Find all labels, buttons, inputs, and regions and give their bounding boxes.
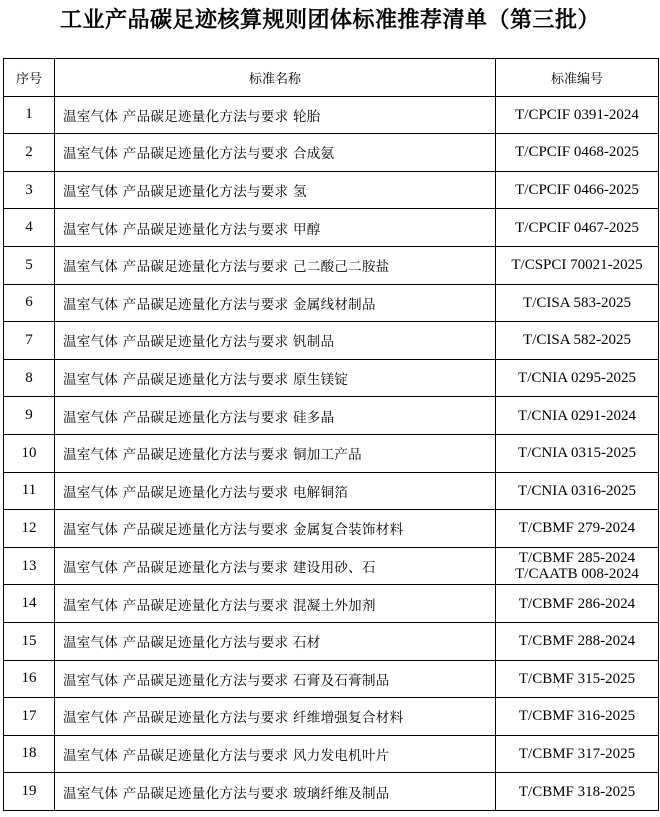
table-row [4, 773, 659, 811]
standard-code: T/CPCIF 0466-2025 [515, 182, 639, 199]
standard-code: T/CBMF 315-2025 [518, 670, 636, 687]
row-index: 14 [4, 585, 55, 623]
standard-code: T/CBMF 318-2025 [518, 783, 636, 800]
table-row [4, 171, 659, 209]
standard-code-cell [496, 96, 659, 134]
standard-code: T/CBMF 317-2025 [518, 745, 636, 762]
table-row [4, 322, 659, 360]
standard-name: 温室气体 产品碳足迹量化方法与要求 钒制品 [55, 322, 496, 360]
standard-code-cell [496, 134, 659, 172]
standard-code: T/CAATB 008-2024 [515, 566, 639, 583]
table-row [4, 585, 659, 623]
standard-code: T/CNIA 0315-2025 [518, 445, 636, 462]
table-row [4, 284, 659, 322]
standard-name: 温室气体 产品碳足迹量化方法与要求 玻璃纤维及制品 [55, 773, 496, 811]
standard-name: 温室气体 产品碳足迹量化方法与要求 电解铜箔 [55, 472, 496, 510]
row-index: 1 [4, 96, 55, 134]
header-code: 标准编号 [496, 59, 659, 97]
standard-code-cell [496, 397, 659, 435]
table-row [4, 134, 659, 172]
row-index: 18 [4, 735, 55, 773]
standard-code: T/CBMF 279-2024 [518, 520, 636, 537]
row-index: 15 [4, 622, 55, 660]
standard-name: 温室气体 产品碳足迹量化方法与要求 合成氨 [55, 134, 496, 172]
standard-name: 温室气体 产品碳足迹量化方法与要求 金属复合装饰材料 [55, 510, 496, 548]
table-row [4, 359, 659, 397]
row-index: 10 [4, 434, 55, 472]
row-index: 5 [4, 246, 55, 284]
standard-name: 温室气体 产品碳足迹量化方法与要求 金属线材制品 [55, 284, 496, 322]
table-row [4, 510, 659, 548]
standard-code-cell [496, 547, 659, 585]
standard-name: 温室气体 产品碳足迹量化方法与要求 硅多晶 [55, 397, 496, 435]
table-row [4, 397, 659, 435]
standard-name: 温室气体 产品碳足迹量化方法与要求 混凝土外加剂 [55, 585, 496, 623]
standard-code: T/CBMF 286-2024 [518, 595, 636, 612]
table-row [4, 660, 659, 698]
standard-name: 温室气体 产品碳足迹量化方法与要求 原生镁锭 [55, 359, 496, 397]
table-row [4, 472, 659, 510]
standard-code: T/CISA 582-2025 [523, 332, 631, 349]
row-index: 4 [4, 209, 55, 247]
standard-code: T/CPCIF 0391-2024 [515, 106, 639, 123]
standard-code-cell [496, 735, 659, 773]
header-name: 标准名称 [55, 59, 496, 97]
standard-name: 温室气体 产品碳足迹量化方法与要求 氢 [55, 171, 496, 209]
standard-code: T/CNIA 0316-2025 [518, 482, 636, 499]
table-row [4, 434, 659, 472]
row-index: 16 [4, 660, 55, 698]
row-index: 11 [4, 472, 55, 510]
row-index: 19 [4, 773, 55, 811]
standard-code-cell [496, 698, 659, 736]
standard-code-cell [496, 660, 659, 698]
standard-code: T/CNIA 0291-2024 [518, 407, 636, 424]
row-index: 12 [4, 510, 55, 548]
table-row [4, 547, 659, 585]
standard-code-cell [496, 472, 659, 510]
standard-code-cell [496, 434, 659, 472]
table-row [4, 246, 659, 284]
standard-code: T/CPCIF 0467-2025 [515, 219, 639, 236]
standard-code: T/CSPCI 70021-2025 [511, 257, 643, 274]
standard-code: T/CISA 583-2025 [523, 294, 631, 311]
standard-name: 温室气体 产品碳足迹量化方法与要求 轮胎 [55, 96, 496, 134]
table-row [4, 698, 659, 736]
standard-name: 温室气体 产品碳足迹量化方法与要求 石膏及石膏制品 [55, 660, 496, 698]
standard-code-cell [496, 773, 659, 811]
standard-code-cell [496, 171, 659, 209]
standard-name: 温室气体 产品碳足迹量化方法与要求 石材 [55, 622, 496, 660]
standard-name: 温室气体 产品碳足迹量化方法与要求 己二酸己二胺盐 [55, 246, 496, 284]
row-index: 8 [4, 359, 55, 397]
standard-code: T/CBMF 316-2025 [518, 708, 636, 725]
table-header-row [4, 59, 659, 97]
standard-name: 温室气体 产品碳足迹量化方法与要求 建设用砂、石 [55, 547, 496, 585]
row-index: 9 [4, 397, 55, 435]
standard-code-cell [496, 510, 659, 548]
standard-code-cell [496, 585, 659, 623]
table-row [4, 735, 659, 773]
standard-name: 温室气体 产品碳足迹量化方法与要求 纤维增强复合材料 [55, 698, 496, 736]
standard-code-cell [496, 622, 659, 660]
standards-table [3, 58, 659, 811]
table-row [4, 209, 659, 247]
standard-code-cell [496, 284, 659, 322]
standard-code-cell [496, 246, 659, 284]
standard-name: 温室气体 产品碳足迹量化方法与要求 甲醇 [55, 209, 496, 247]
row-index: 13 [4, 547, 55, 585]
row-index: 17 [4, 698, 55, 736]
standard-name: 温室气体 产品碳足迹量化方法与要求 铜加工产品 [55, 434, 496, 472]
standard-code-cell [496, 209, 659, 247]
header-index: 序号 [4, 59, 55, 97]
standard-code: T/CPCIF 0468-2025 [515, 144, 639, 161]
document-title: 工业产品碳足迹核算规则团体标准推荐清单（第三批） [59, 8, 600, 33]
standard-code-cell [496, 359, 659, 397]
table-row [4, 622, 659, 660]
row-index: 2 [4, 134, 55, 172]
standard-code: T/CBMF 288-2024 [518, 633, 636, 650]
standard-name: 温室气体 产品碳足迹量化方法与要求 风力发电机叶片 [55, 735, 496, 773]
standard-code: T/CNIA 0295-2025 [518, 370, 636, 387]
table-row [4, 96, 659, 134]
row-index: 6 [4, 284, 55, 322]
standard-code: T/CBMF 285-2024 [518, 550, 636, 567]
row-index: 7 [4, 322, 55, 360]
standard-code-cell [496, 322, 659, 360]
row-index: 3 [4, 171, 55, 209]
